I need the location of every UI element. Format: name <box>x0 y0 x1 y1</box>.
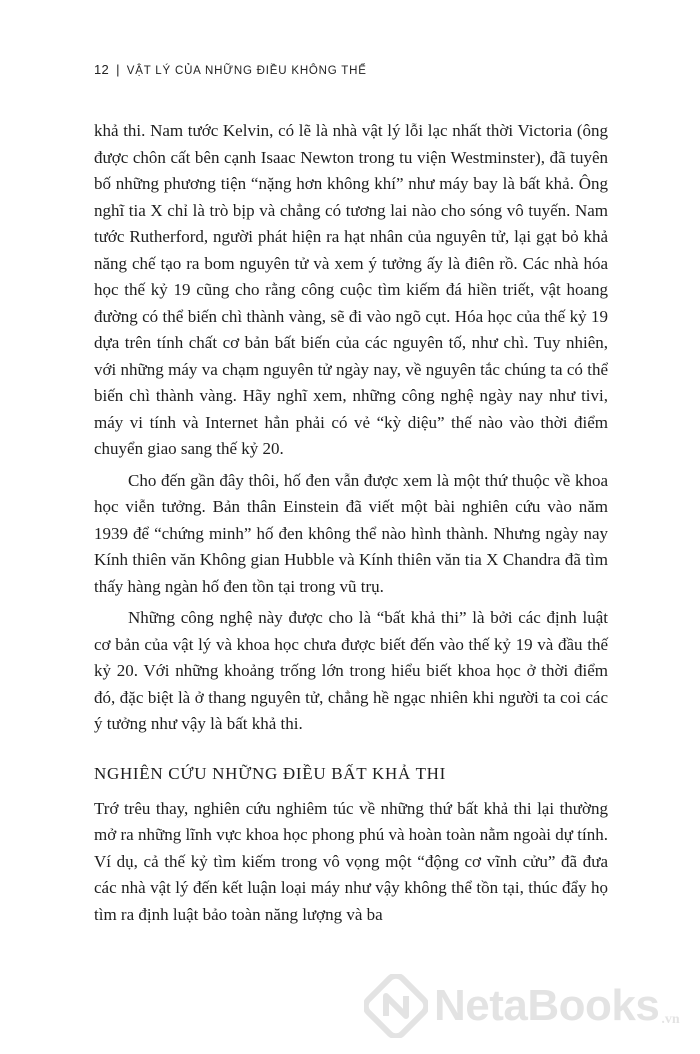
watermark <box>364 970 680 1042</box>
body-paragraph: Cho đến gần đây thôi, hố đen vẫn được xem là một thứ thuộc về khoa học viễn tưởng. Bản thân Einstein đã viết một bài nghiên cứu vào năm 1939 để “chứng minh” hố đen không thể nào hình thành. Nhưng ngày nay Kính thiên văn Không gian Hubble và Kính thiên văn tia X Chandra đã tìm thấy hàng ngàn hố đen tồn tại trong vũ trụ. <box>94 470 608 596</box>
netabooks-logo-icon <box>364 974 428 1038</box>
page-number: 12 <box>94 62 110 77</box>
watermark-brand: NetaBooks <box>434 981 660 1030</box>
running-header <box>94 62 367 77</box>
body-paragraph: khả thi. Nam tước Kelvin, có lẽ là nhà vật lý lỗi lạc nhất thời Victoria (ông được chôn cất bên cạnh Isaac Newton trong tu viện Westminster), đã tuyên bố những phương tiện “nặng hơn không khí” như máy bay là bất khả. Ông nghĩ tia X chỉ là trò bịp và chẳng có tương lai nào cho sóng vô tuyến. Nam tước Rutherford, người phát hiện ra hạt nhân của nguyên tử, lại gạt bỏ khả năng chế tạo ra bom nguyên tử và xem ý tưởng ấy là điên rồ. Các nhà hóa học thế kỷ 19 cũng cho rằng công cuộc tìm kiếm đá hiền triết, vật hoang đường có thể biến chì thành vàng, sẽ đi vào ngõ cụt. Hóa học của thế kỷ 19 dựa trên tính chất cơ bản bất biến của các nguyên tố, như chì. Tuy nhiên, với những máy va chạm nguyên tử ngày nay, về nguyên tắc chúng ta có thể biến chì thành vàng. Hãy nghĩ xem, những công nghệ ngày nay như tivi, máy vi tính và Internet hẳn phải có vẻ “kỳ diệu” thế nào vào thời điểm chuyển giao sang thế kỷ 20. <box>94 121 608 458</box>
running-title: VẬT LÝ CỦA NHỮNG ĐIỀU KHÔNG THỂ <box>126 65 367 77</box>
watermark-suffix: .vn <box>661 1012 680 1027</box>
section-heading: NGHIÊN CỨU NHỮNG ĐIỀU BẤT KHẢ THI <box>94 763 446 783</box>
header-separator: | <box>116 62 120 77</box>
body-paragraph: Trớ trêu thay, nghiên cứu nghiêm túc về những thứ bất khả thi lại thường mở ra những lĩnh vực khoa học phong phú và hoàn toàn nằm ngoài dự tính. Ví dụ, cả thế kỷ tìm kiếm trong vô vọng một “động cơ vĩnh cửu” đã đưa các nhà vật lý đến kết luận loại máy như vậy không thể tồn tại, thúc đẩy họ tìm ra định luật bảo toàn năng lượng và ba <box>94 798 608 924</box>
body-paragraph: Những công nghệ này được cho là “bất khả thi” là bởi các định luật cơ bản của vật lý và khoa học chưa được biết đến vào thế kỷ 19 và đầu thế kỷ 20. Với những khoảng trống lớn trong hiểu biết khoa học ở thời điểm đó, đặc biệt là ở thang nguyên tử, chẳng hề ngạc nhiên khi người ta coi các ý tưởng như vậy là bất khả thi. <box>94 608 608 733</box>
page-body <box>94 118 608 928</box>
